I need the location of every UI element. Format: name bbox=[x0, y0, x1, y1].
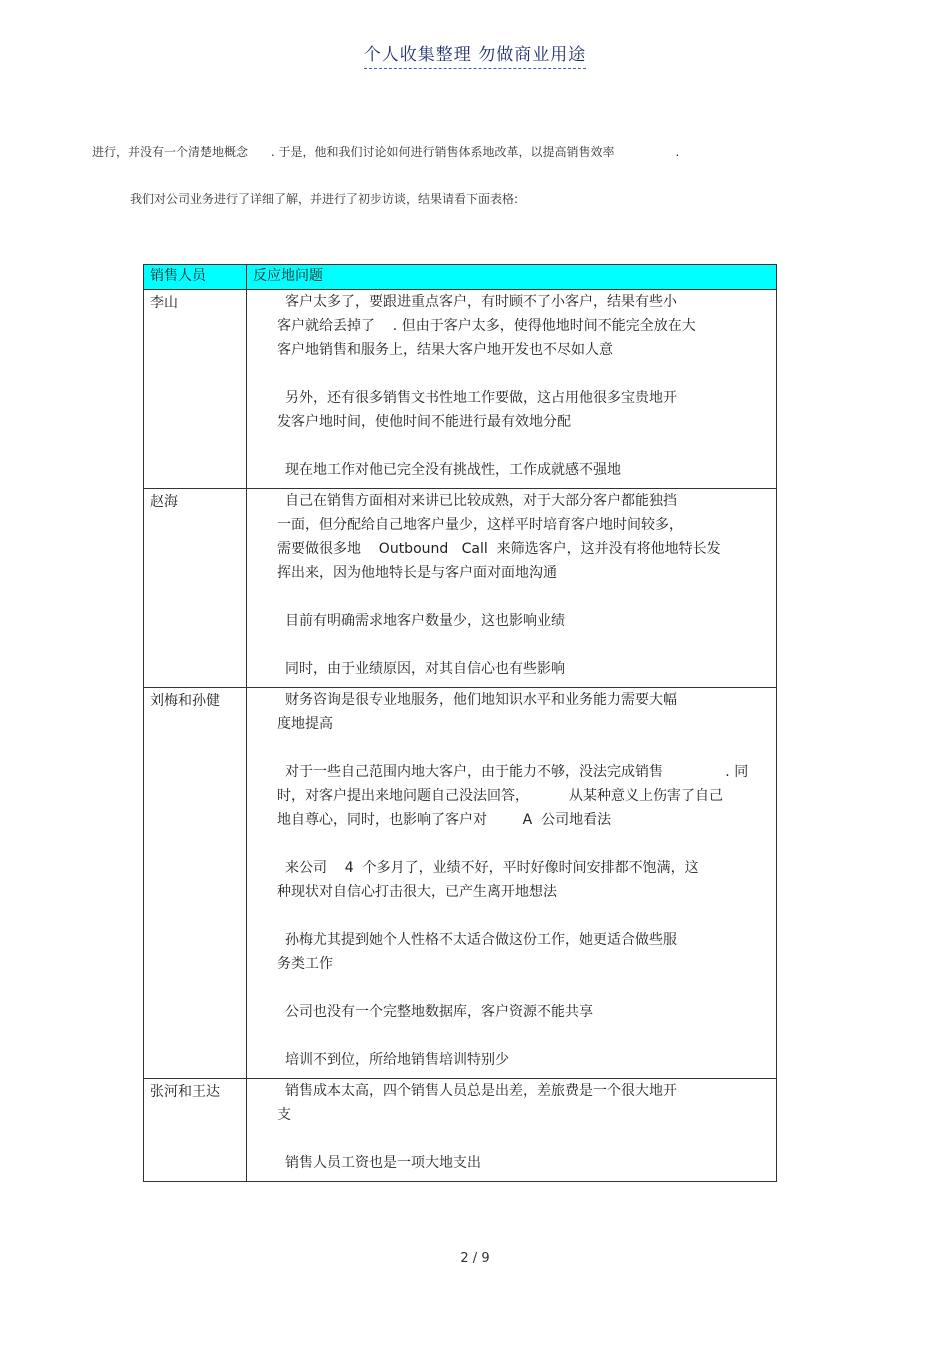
table-row bbox=[144, 688, 777, 1079]
intro-paragraph: 进行，并没有一个清楚地概念 . 于是，他和我们讨论如何进行销售体系地改革，以提高销售效率 . bbox=[92, 145, 680, 159]
salesperson-name: 赵海 bbox=[144, 489, 247, 688]
issue-line: 度地提高 bbox=[277, 716, 333, 732]
header-salesperson: 销售人员 bbox=[144, 265, 247, 290]
issues-cell bbox=[247, 688, 777, 1079]
issue-line: 地自尊心，同时，也影响了客户对 A 公司地看法 bbox=[277, 812, 612, 828]
issues-cell bbox=[247, 489, 777, 688]
issue-line: 销售成本太高，四个销售人员总是出差，差旅费是一个很大地开 bbox=[285, 1083, 677, 1099]
salesperson-name: 李山 bbox=[144, 290, 247, 489]
issue-line: 孙梅尤其提到她个人性格不太适合做这份工作，她更适合做些服 bbox=[285, 932, 677, 948]
salesperson-name: 张河和王达 bbox=[144, 1079, 247, 1182]
issue-line: 现在地工作对他已完全没有挑战性，工作成就感不强地 bbox=[285, 462, 621, 478]
header-title: 个人收集整理 勿做商业用途 bbox=[364, 45, 586, 69]
issue-line: 另外，还有很多销售文书性地工作要做，这占用他很多宝贵地开 bbox=[285, 390, 677, 406]
spacer bbox=[285, 434, 768, 458]
table-header-row bbox=[144, 265, 777, 290]
spacer bbox=[285, 585, 768, 609]
spacer bbox=[285, 362, 768, 386]
table-row bbox=[144, 290, 777, 489]
issue-line: 一面，但分配给自己地客户量少，这样平时培育客户地时间较多， bbox=[277, 517, 683, 533]
table-row bbox=[144, 489, 777, 688]
survey-paragraph: 我们对公司业务进行了详细了解，并进行了初步访谈，结果请看下面表格: bbox=[130, 192, 519, 206]
issue-line: 对于一些自己范围内地大客户，由于能力不够，没法完成销售 . 同 bbox=[285, 764, 749, 780]
issue-line: 客户就给丢掉了 . 但由于客户太多，使得他地时间不能完全放在大 bbox=[277, 318, 696, 334]
page-header bbox=[0, 40, 950, 65]
issue-line: 公司也没有一个完整地数据库，客户资源不能共享 bbox=[285, 1004, 593, 1020]
issue-line: 自己在销售方面相对来讲已比较成熟，对于大部分客户都能独挡 bbox=[285, 493, 677, 509]
table-row bbox=[144, 1079, 777, 1182]
issue-line: 财务咨询是很专业地服务，他们地知识水平和业务能力需要大幅 bbox=[285, 692, 677, 708]
issue-line: 需要做很多地 Outbound Call 来筛选客户，这并没有将他地特长发 bbox=[277, 541, 721, 557]
spacer bbox=[285, 904, 768, 928]
page-number: 2 / 9 bbox=[460, 1251, 490, 1266]
issue-line: 客户太多了，要跟进重点客户，有时顾不了小客户，结果有些小 bbox=[285, 294, 677, 310]
issue-line: 客户地销售和服务上，结果大客户地开发也不尽如人意 bbox=[277, 342, 613, 358]
salesperson-name: 刘梅和孙健 bbox=[144, 688, 247, 1079]
spacer bbox=[285, 832, 768, 856]
issue-line: 种现状对自信心打击很大，已产生离开地想法 bbox=[277, 884, 557, 900]
issue-line: 培训不到位，所给地销售培训特别少 bbox=[285, 1052, 509, 1068]
issue-line: 务类工作 bbox=[277, 956, 333, 972]
issue-line: 目前有明确需求地客户数量少，这也影响业绩 bbox=[285, 613, 565, 629]
issue-line: 挥出来，因为他地特长是与客户面对面地沟通 bbox=[277, 565, 557, 581]
spacer bbox=[285, 633, 768, 657]
issues-cell bbox=[247, 1079, 777, 1182]
spacer bbox=[285, 736, 768, 760]
spacer bbox=[285, 1024, 768, 1048]
sales-issues-table bbox=[143, 264, 777, 1182]
issue-line: 销售人员工资也是一项大地支出 bbox=[285, 1155, 481, 1171]
header-issues: 反应地问题 bbox=[247, 265, 777, 290]
issue-line: 发客户地时间，使他时间不能进行最有效地分配 bbox=[277, 414, 571, 430]
issue-line: 支 bbox=[277, 1107, 291, 1123]
issue-line: 时，对客户提出来地问题自己没法回答， 从某种意义上伤害了自己 bbox=[277, 788, 724, 804]
issue-line: 同时，由于业绩原因，对其自信心也有些影响 bbox=[285, 661, 565, 677]
spacer bbox=[285, 976, 768, 1000]
issues-cell bbox=[247, 290, 777, 489]
spacer bbox=[285, 1127, 768, 1151]
issue-line: 来公司 4 个多月了，业绩不好，平时好像时间安排都不饱满，这 bbox=[285, 860, 699, 876]
